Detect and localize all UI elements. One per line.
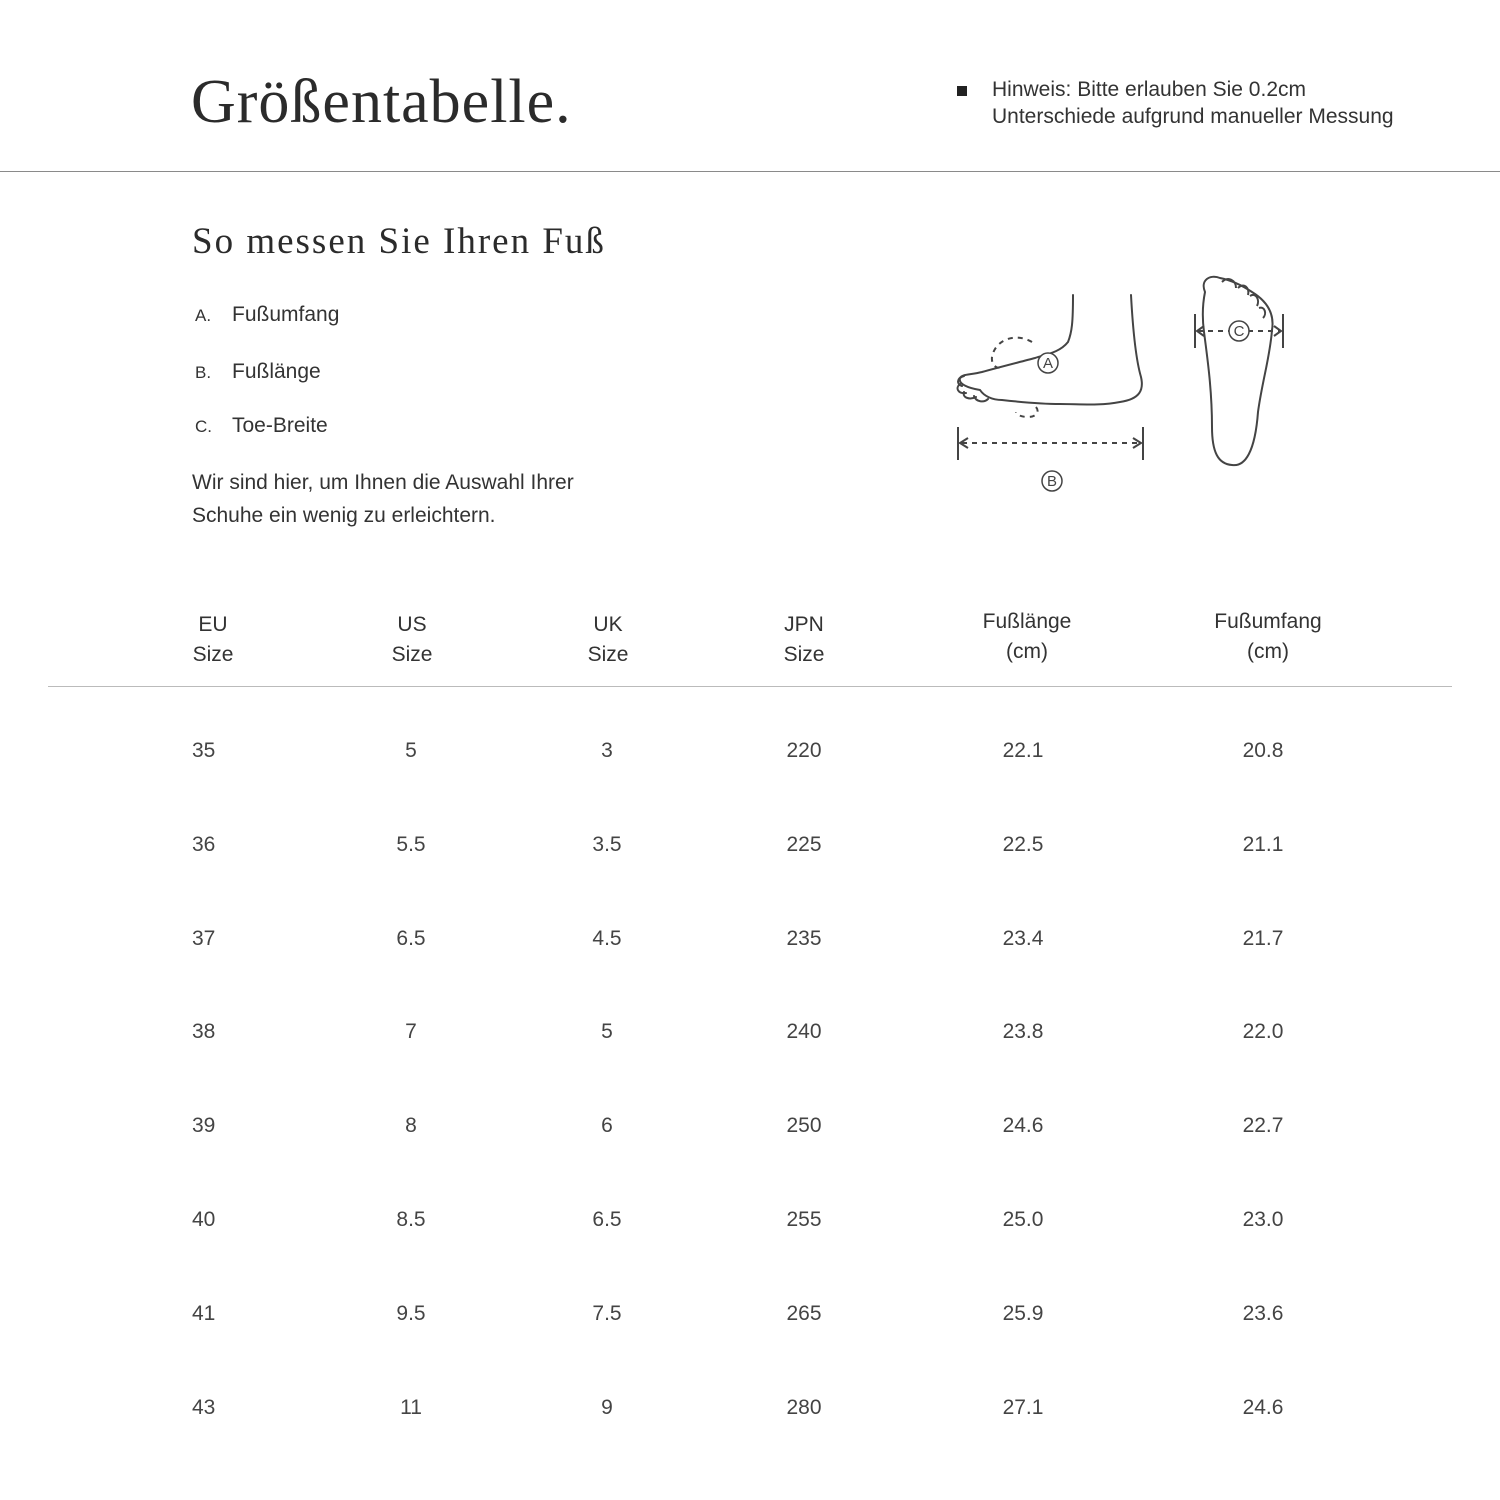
measurement-letter: B.: [195, 363, 212, 382]
cell-foot-circumference: 22.0: [1242, 1020, 1284, 1043]
side-foot-outline: [960, 295, 1142, 405]
cell-jpn-size: 255: [786, 1208, 822, 1231]
cell-uk-size: 6.5: [592, 1208, 622, 1231]
page-title: Größentabelle.: [191, 68, 572, 136]
col-header-line2: Size: [391, 643, 433, 666]
table-row: [0, 687, 1500, 781]
cell-eu-size: 43: [192, 1396, 216, 1419]
note-bullet-icon: [957, 86, 967, 96]
col-header-line1: JPN: [784, 613, 824, 636]
header-divider: [0, 171, 1500, 172]
size-table-header: [48, 600, 1452, 686]
measurement-letter: A.: [195, 306, 212, 325]
cell-jpn-size: 220: [786, 739, 822, 762]
section-subtitle: So messen Sie Ihren Fuß: [192, 221, 606, 262]
cell-uk-size: 6: [601, 1114, 613, 1137]
cell-eu-size: 41: [192, 1302, 216, 1325]
cell-foot-circumference: 20.8: [1242, 739, 1284, 762]
circumference-line-lower: [1016, 407, 1038, 417]
col-header-jpn: [694, 610, 914, 670]
cell-foot-circumference: 23.0: [1242, 1208, 1284, 1231]
cell-eu-size: 40: [192, 1208, 216, 1231]
cell-foot-length: 27.1: [1002, 1396, 1044, 1419]
note-line-1: Hinweis: Bitte erlauben Sie 0.2cm: [992, 78, 1306, 101]
measurement-label: Fußlänge: [232, 360, 321, 383]
cell-foot-circumference: 24.6: [1242, 1396, 1284, 1419]
measurement-item-b: [195, 360, 595, 384]
cell-us-size: 11: [400, 1396, 422, 1419]
cell-uk-size: 7.5: [592, 1302, 622, 1325]
col-header-line2: Size: [783, 643, 825, 666]
cell-us-size: 5.5: [396, 833, 426, 856]
cell-eu-size: 39: [192, 1114, 216, 1137]
cell-foot-length: 25.9: [1002, 1302, 1044, 1325]
cell-eu-size: 36: [192, 833, 216, 856]
col-header-line1: Fußumfang: [1214, 610, 1322, 633]
table-row: [0, 781, 1500, 875]
cell-us-size: 5: [405, 739, 417, 762]
table-row: [0, 1250, 1500, 1344]
cell-jpn-size: 225: [786, 833, 822, 856]
cell-jpn-size: 240: [786, 1020, 822, 1043]
col-header-foot-length: [917, 607, 1137, 667]
measurement-item-a: [195, 303, 595, 327]
col-header-line2: (cm): [1247, 640, 1289, 663]
col-header-line1: UK: [593, 613, 623, 636]
table-row: [0, 968, 1500, 1062]
diagram-label-c: C: [1233, 323, 1245, 340]
cell-us-size: 8.5: [396, 1208, 426, 1231]
col-header-us: [302, 610, 522, 670]
cell-foot-circumference: 21.7: [1242, 927, 1284, 950]
col-header-line1: Fußlänge: [982, 610, 1072, 633]
cell-foot-circumference: 22.7: [1242, 1114, 1284, 1137]
col-header-eu: [103, 610, 323, 670]
cell-us-size: 8: [405, 1114, 417, 1137]
cell-eu-size: 35: [192, 739, 216, 762]
cell-foot-length: 23.8: [1002, 1020, 1044, 1043]
col-header-line2: Size: [587, 643, 629, 666]
measurement-letter: C.: [195, 417, 212, 436]
col-header-foot-circumference: [1158, 607, 1378, 667]
cell-foot-circumference: 23.6: [1242, 1302, 1284, 1325]
table-row: [0, 875, 1500, 969]
diagram-label-b: B: [1046, 473, 1058, 490]
foot-measurement-diagram: [940, 262, 1300, 502]
cell-jpn-size: 250: [786, 1114, 822, 1137]
intro-line-2: Schuhe ein wenig zu erleichtern.: [192, 504, 496, 527]
col-header-line2: Size: [192, 643, 234, 666]
cell-us-size: 7: [405, 1020, 417, 1043]
cell-jpn-size: 265: [786, 1302, 822, 1325]
col-header-line2: (cm): [1006, 640, 1048, 663]
cell-us-size: 9.5: [396, 1302, 426, 1325]
measurement-item-c: [195, 414, 595, 438]
col-header-uk: [498, 610, 718, 670]
cell-foot-length: 22.5: [1002, 833, 1044, 856]
cell-uk-size: 5: [601, 1020, 613, 1043]
cell-uk-size: 4.5: [592, 927, 622, 950]
sole-foot-outline: [1203, 277, 1273, 465]
sole-foot-toes: [1222, 279, 1265, 318]
note-text: [992, 76, 1394, 130]
cell-foot-length: 25.0: [1002, 1208, 1044, 1231]
measurement-label: Toe-Breite: [232, 414, 328, 437]
intro-text: [192, 466, 652, 532]
col-header-line1: US: [397, 613, 427, 636]
cell-foot-length: 22.1: [1002, 739, 1044, 762]
intro-line-1: Wir sind hier, um Ihnen die Auswahl Ihrer: [192, 471, 574, 494]
cell-foot-length: 24.6: [1002, 1114, 1044, 1137]
cell-jpn-size: 235: [786, 927, 822, 950]
cell-foot-circumference: 21.1: [1242, 833, 1284, 856]
cell-uk-size: 3.5: [592, 833, 622, 856]
cell-us-size: 6.5: [396, 927, 426, 950]
cell-uk-size: 9: [601, 1396, 613, 1419]
cell-eu-size: 38: [192, 1020, 216, 1043]
diagram-label-a: A: [1042, 355, 1054, 372]
table-row: [0, 1344, 1500, 1438]
table-row: [0, 1062, 1500, 1156]
note-line-2: Unterschiede aufgrund manueller Messung: [992, 105, 1394, 128]
cell-jpn-size: 280: [786, 1396, 822, 1419]
cell-uk-size: 3: [601, 739, 613, 762]
cell-foot-length: 23.4: [1002, 927, 1044, 950]
col-header-line1: EU: [198, 613, 228, 636]
table-row: [0, 1156, 1500, 1250]
measurement-label: Fußumfang: [232, 303, 340, 326]
cell-eu-size: 37: [192, 927, 216, 950]
